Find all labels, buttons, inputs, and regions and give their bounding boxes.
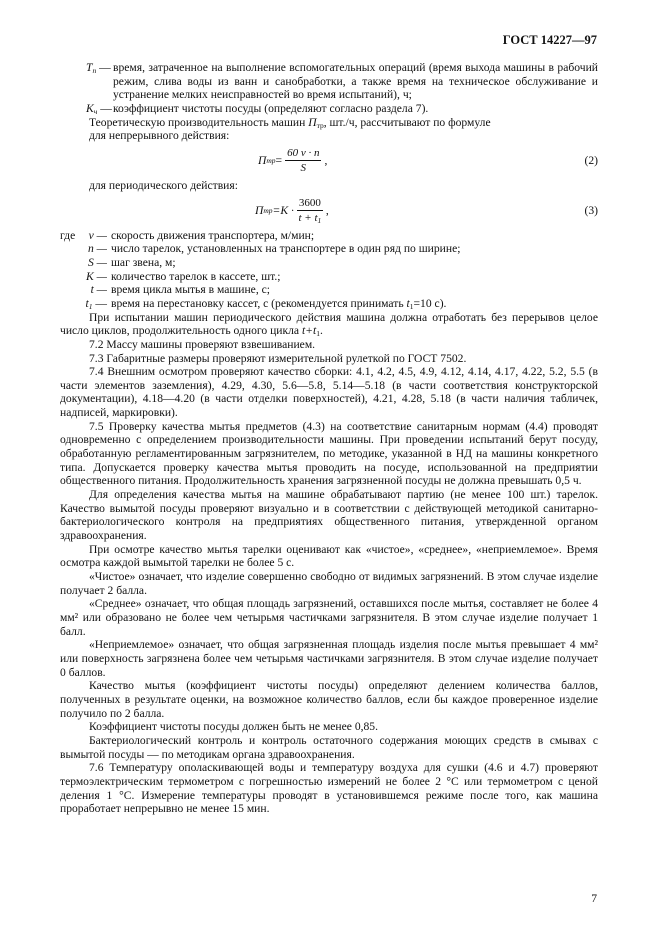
expression-sub: 1	[316, 329, 320, 339]
where-text-end: =10 с).	[413, 296, 447, 310]
intro-text-end: , шт./ч, рассчитывают по формуле	[323, 115, 491, 129]
formula-lhs: П	[255, 203, 264, 217]
paragraph: Бактериологический контроль и контроль остаточного содержания моющих средств в смывах с вымытой посуды — по методикам органа здравоохранения.	[60, 733, 598, 761]
fraction	[297, 197, 323, 224]
where-item	[60, 297, 598, 311]
definition-kch	[86, 102, 598, 116]
document-header: ГОСТ 14227—97	[502, 33, 597, 47]
paragraph	[60, 311, 598, 338]
expression: t+t	[301, 324, 317, 338]
symbol-sub: 1	[88, 301, 93, 311]
symbol-sub: ч	[93, 106, 98, 116]
denominator-sub: 1	[317, 216, 322, 226]
document-body	[60, 61, 598, 816]
equation-number-3: (3)	[584, 203, 598, 217]
where-text: шаг звена, м;	[111, 255, 176, 269]
where-text-wrap	[111, 297, 446, 311]
denominator	[299, 211, 322, 224]
definition-tp	[86, 61, 598, 102]
where-text: время на перестановку кассет, с (рекомендуется принимать	[111, 296, 407, 310]
numerator: 3600	[298, 197, 321, 210]
formula-tail: ,	[325, 203, 329, 217]
dash: —	[96, 61, 111, 74]
symbol	[82, 297, 107, 311]
paragraph-7-2: 7.2 Массу машины проверяют взвешиванием.	[89, 337, 316, 351]
symbol-letter: t	[406, 296, 410, 310]
symbol-sub: тр	[316, 120, 324, 130]
where-item	[60, 242, 598, 256]
symbol: t —	[90, 283, 107, 297]
formula-tail: ,	[324, 154, 328, 168]
paragraph-end: .	[319, 324, 323, 338]
where-text: время цикла мытья в машине, с;	[111, 283, 270, 297]
paragraph: Коэффициент чистоты посуды должен быть не менее 0,85.	[89, 720, 379, 734]
equation-number-2: (2)	[584, 154, 598, 168]
denominator-text: t + t	[298, 212, 318, 225]
page-number: 7	[591, 892, 597, 905]
symbol: K —	[86, 269, 107, 283]
symbol-letter: П	[308, 115, 317, 129]
definitions-top	[86, 61, 598, 116]
fraction	[285, 147, 321, 174]
formula-eq: =K ·	[272, 203, 294, 217]
where-text: скорость движения транспортера, м/мин;	[111, 228, 315, 242]
symbol-letter: K	[86, 101, 94, 115]
formula-2-row	[60, 147, 598, 175]
formula-2: П тр = $\frac{60 v \cdot n}{S}$ ,	[258, 147, 328, 175]
where-text: число тарелок, установленных на транспортере в один ряд по ширине;	[111, 242, 461, 256]
where-text: количество тарелок в кассете, шт.;	[111, 269, 281, 283]
periodic-label: для периодического действия:	[89, 178, 238, 192]
paragraph: «Чистое» означает, что изделие совершенно свободно от видимых загрязнений. В этом случае изделие получает 2 балла.	[60, 570, 598, 597]
symbol	[86, 61, 111, 75]
spacer	[60, 283, 82, 297]
where-word: где	[60, 228, 76, 242]
dash: —	[92, 296, 107, 310]
paragraph-text: При испытании машин периодического действия машина должна отработать без перерывов целое число циклов, продолжительность одного цикла	[60, 310, 598, 338]
symbol: v —	[88, 228, 107, 242]
symbol	[86, 102, 111, 116]
paragraph: «Среднее» означает, что общая площадь загрязнений, оставшихся после мытья, составляет не более 4 мм² или образовано не более чем четырьмя частичками загрязнителя. В этом случае изделие получает 1 балл.	[60, 597, 598, 638]
symbol-sub: п	[92, 66, 97, 75]
spacer	[60, 242, 82, 256]
paragraph: Для определения качества мытья на машине обрабатывают партию (не менее 100 шт.) тарелок. Качество вымытой посуды проверяют визуально и в соответствии с действующей методикой санитарно-бактериологического контроля на предприятиях общественного питания, утвержденной органом здравоохранения.	[60, 488, 598, 543]
paragraph-7-3: 7.3 Габаритные размеры проверяют измерительной рулеткой по ГОСТ 7502.	[89, 351, 467, 365]
symbol: n —	[87, 242, 107, 256]
intro-line	[60, 116, 598, 130]
where-item	[60, 283, 598, 297]
definition-text: коэффициент чистоты посуды (определяют согласно раздела 7).	[113, 101, 429, 115]
spacer	[60, 256, 82, 270]
paragraph-7-4: 7.4 Внешним осмотром проверяют качество сборки: 4.1, 4.2, 4.5, 4.9, 4.12, 4.14, 4.17, 4.22, 5.2, 5.5 (в части элементов заземления), 4.29, 4.30, 5.6—5.8, 5.14—5.18 (в части соответствия конструкторской документации), 4.18—4.20 (в части отделки поверхностей), 4.21, 4.28, 5.18 (в части наличия табличек, надписей, маркировки).	[60, 365, 598, 420]
paragraph: При осмотре качество мытья тарелки оценивают как «чистое», «среднее», «неприемлемое». Время осмотра каждой вымытой тарелки не более 5 с.	[60, 542, 598, 570]
continuous-label: для непрерывного действия:	[89, 129, 230, 143]
paragraph-7-5: 7.5 Проверку качества мытья предметов (4.3) на соответствие санитарным нормам (4.4) проводят одновременно с определением производительности машины. При проведении испытаний берут посуду, обработанную регламентированным загрязнителем, по методике, указанной в НД на машины конкретного типа. Допускается проверку качества мытья проводить на посуде, использованной на предприятии общественного питания. Продолжительность хранения загрязненной посуды не должна превышать 0,5 ч.	[60, 419, 598, 488]
denominator: S	[300, 162, 307, 175]
spacer	[60, 270, 82, 284]
intro-text: Теоретическую производительность машин	[89, 115, 309, 129]
numerator: 60 v · n	[287, 147, 320, 160]
dash: —	[97, 101, 112, 115]
symbol-letter: T	[86, 61, 93, 74]
symbol-sub: 1	[409, 301, 414, 311]
where-item	[60, 270, 598, 284]
definition-text: время, затраченное на выполнение вспомогательных операций (время выхода машины в рабочий режим, слива воды из ванн и санобработки, а также время на техническое обслуживание и устранение мелких неисправностей во время испытаний), ч;	[113, 61, 598, 102]
paragraph: Качество мытья (коэффициент чистоты посуды) определяют делением количества баллов, полученных в результате оценки, на возможное количество баллов, если бы каждое проверенное изделие получило по 2 балла.	[60, 679, 598, 720]
formula-3: П тр =K · $\frac{3600}{t + t_1}$ ,	[255, 197, 329, 226]
spacer	[60, 297, 82, 311]
symbol: S —	[87, 255, 107, 269]
formula-3-row	[60, 197, 598, 225]
where-list	[60, 229, 598, 311]
paragraph-7-6: 7.6 Температуру ополаскивающей воды и температуру воздуха для сушки (4.6 и 4.7) проверяют термоэлектрическим термометром с погрешностью измерений не более 2 °С или термометром с ценой деления 1 °С. Измерение температуры проводят в установившемся режиме после того, как машина проработает непрерывно не менее 15 мин.	[60, 761, 598, 816]
where-item	[60, 256, 598, 270]
formula-lhs: П	[258, 154, 267, 168]
symbol-letter: t	[85, 296, 89, 310]
paragraph: «Неприемлемое» означает, что общая загрязненная площадь изделия после мытья превышает 4 мм² или поверхность загрязнена более чем четырьмя частичками загрязнителя. В этом случае изделие получает 0 баллов.	[60, 638, 598, 679]
formula-eq: =	[275, 154, 283, 168]
where-item	[60, 229, 598, 243]
